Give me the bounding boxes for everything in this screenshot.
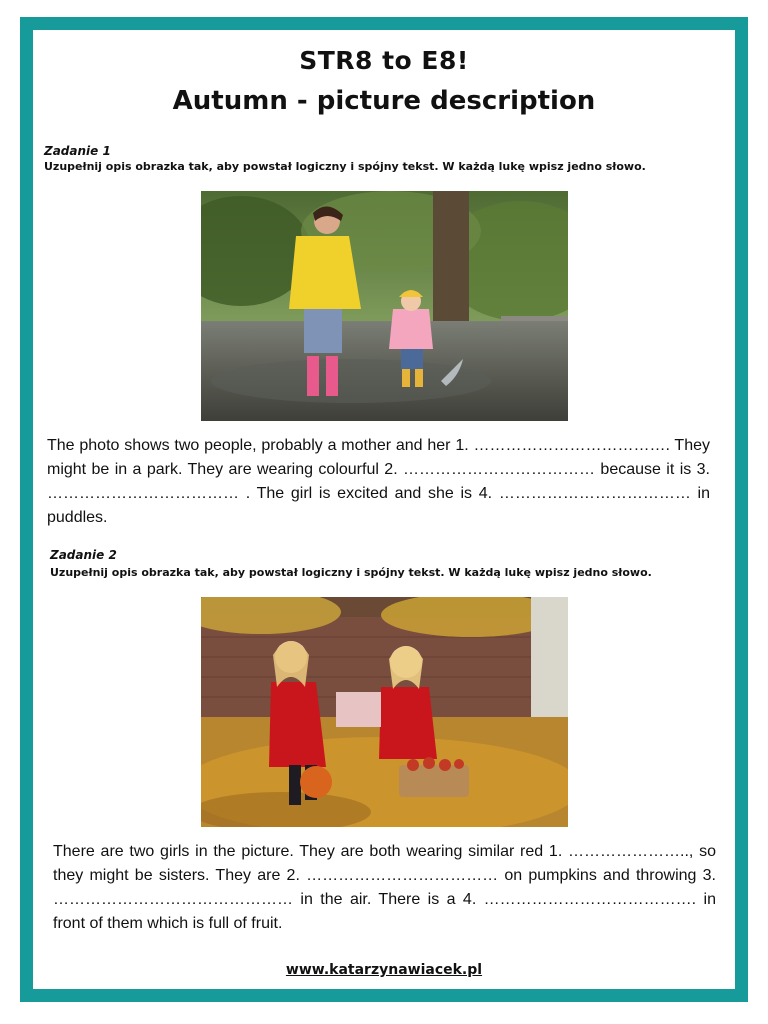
footer-website-link[interactable]: www.katarzynawiacek.pl	[285, 962, 483, 978]
task2-heading: Zadanie 2	[50, 548, 117, 562]
task2-instruction: Uzupełnij opis obrazka tak, aby powstał logiczny i spójny tekst. W każdą lukę wpisz jedno słowo.	[50, 566, 652, 579]
photo-girls-autumn-leaves	[201, 597, 568, 827]
page-subtitle: Autumn - picture description	[172, 86, 596, 116]
task2-text: There are two girls in the picture. They are both wearing similar red 1. ………………….., so they might be sisters. They are 2. ……………………………… on pumpkins and throwing 3. ……………………………………… in the air. There is a 4. …………………………………. in front of them which is full of fruit.	[53, 843, 716, 932]
photo-girls-illustration	[201, 597, 568, 827]
task1-heading: Zadanie 1	[44, 144, 111, 158]
photo-mother-daughter-illustration	[201, 191, 568, 421]
page-title: STR8 to E8!	[299, 46, 469, 75]
photo-mother-daughter-puddles	[201, 191, 568, 421]
task1-instruction: Uzupełnij opis obrazka tak, aby powstał logiczny i spójny tekst. W każdą lukę wpisz jedno słowo.	[44, 160, 646, 173]
task1-text: The photo shows two people, probably a mother and her 1. ………………………………. They might be in a park. They are wearing colourful 2. ……………………………… because it is 3. ……………………………… . The girl is excited and she is 4. ……………………………… in puddles.	[47, 437, 710, 526]
